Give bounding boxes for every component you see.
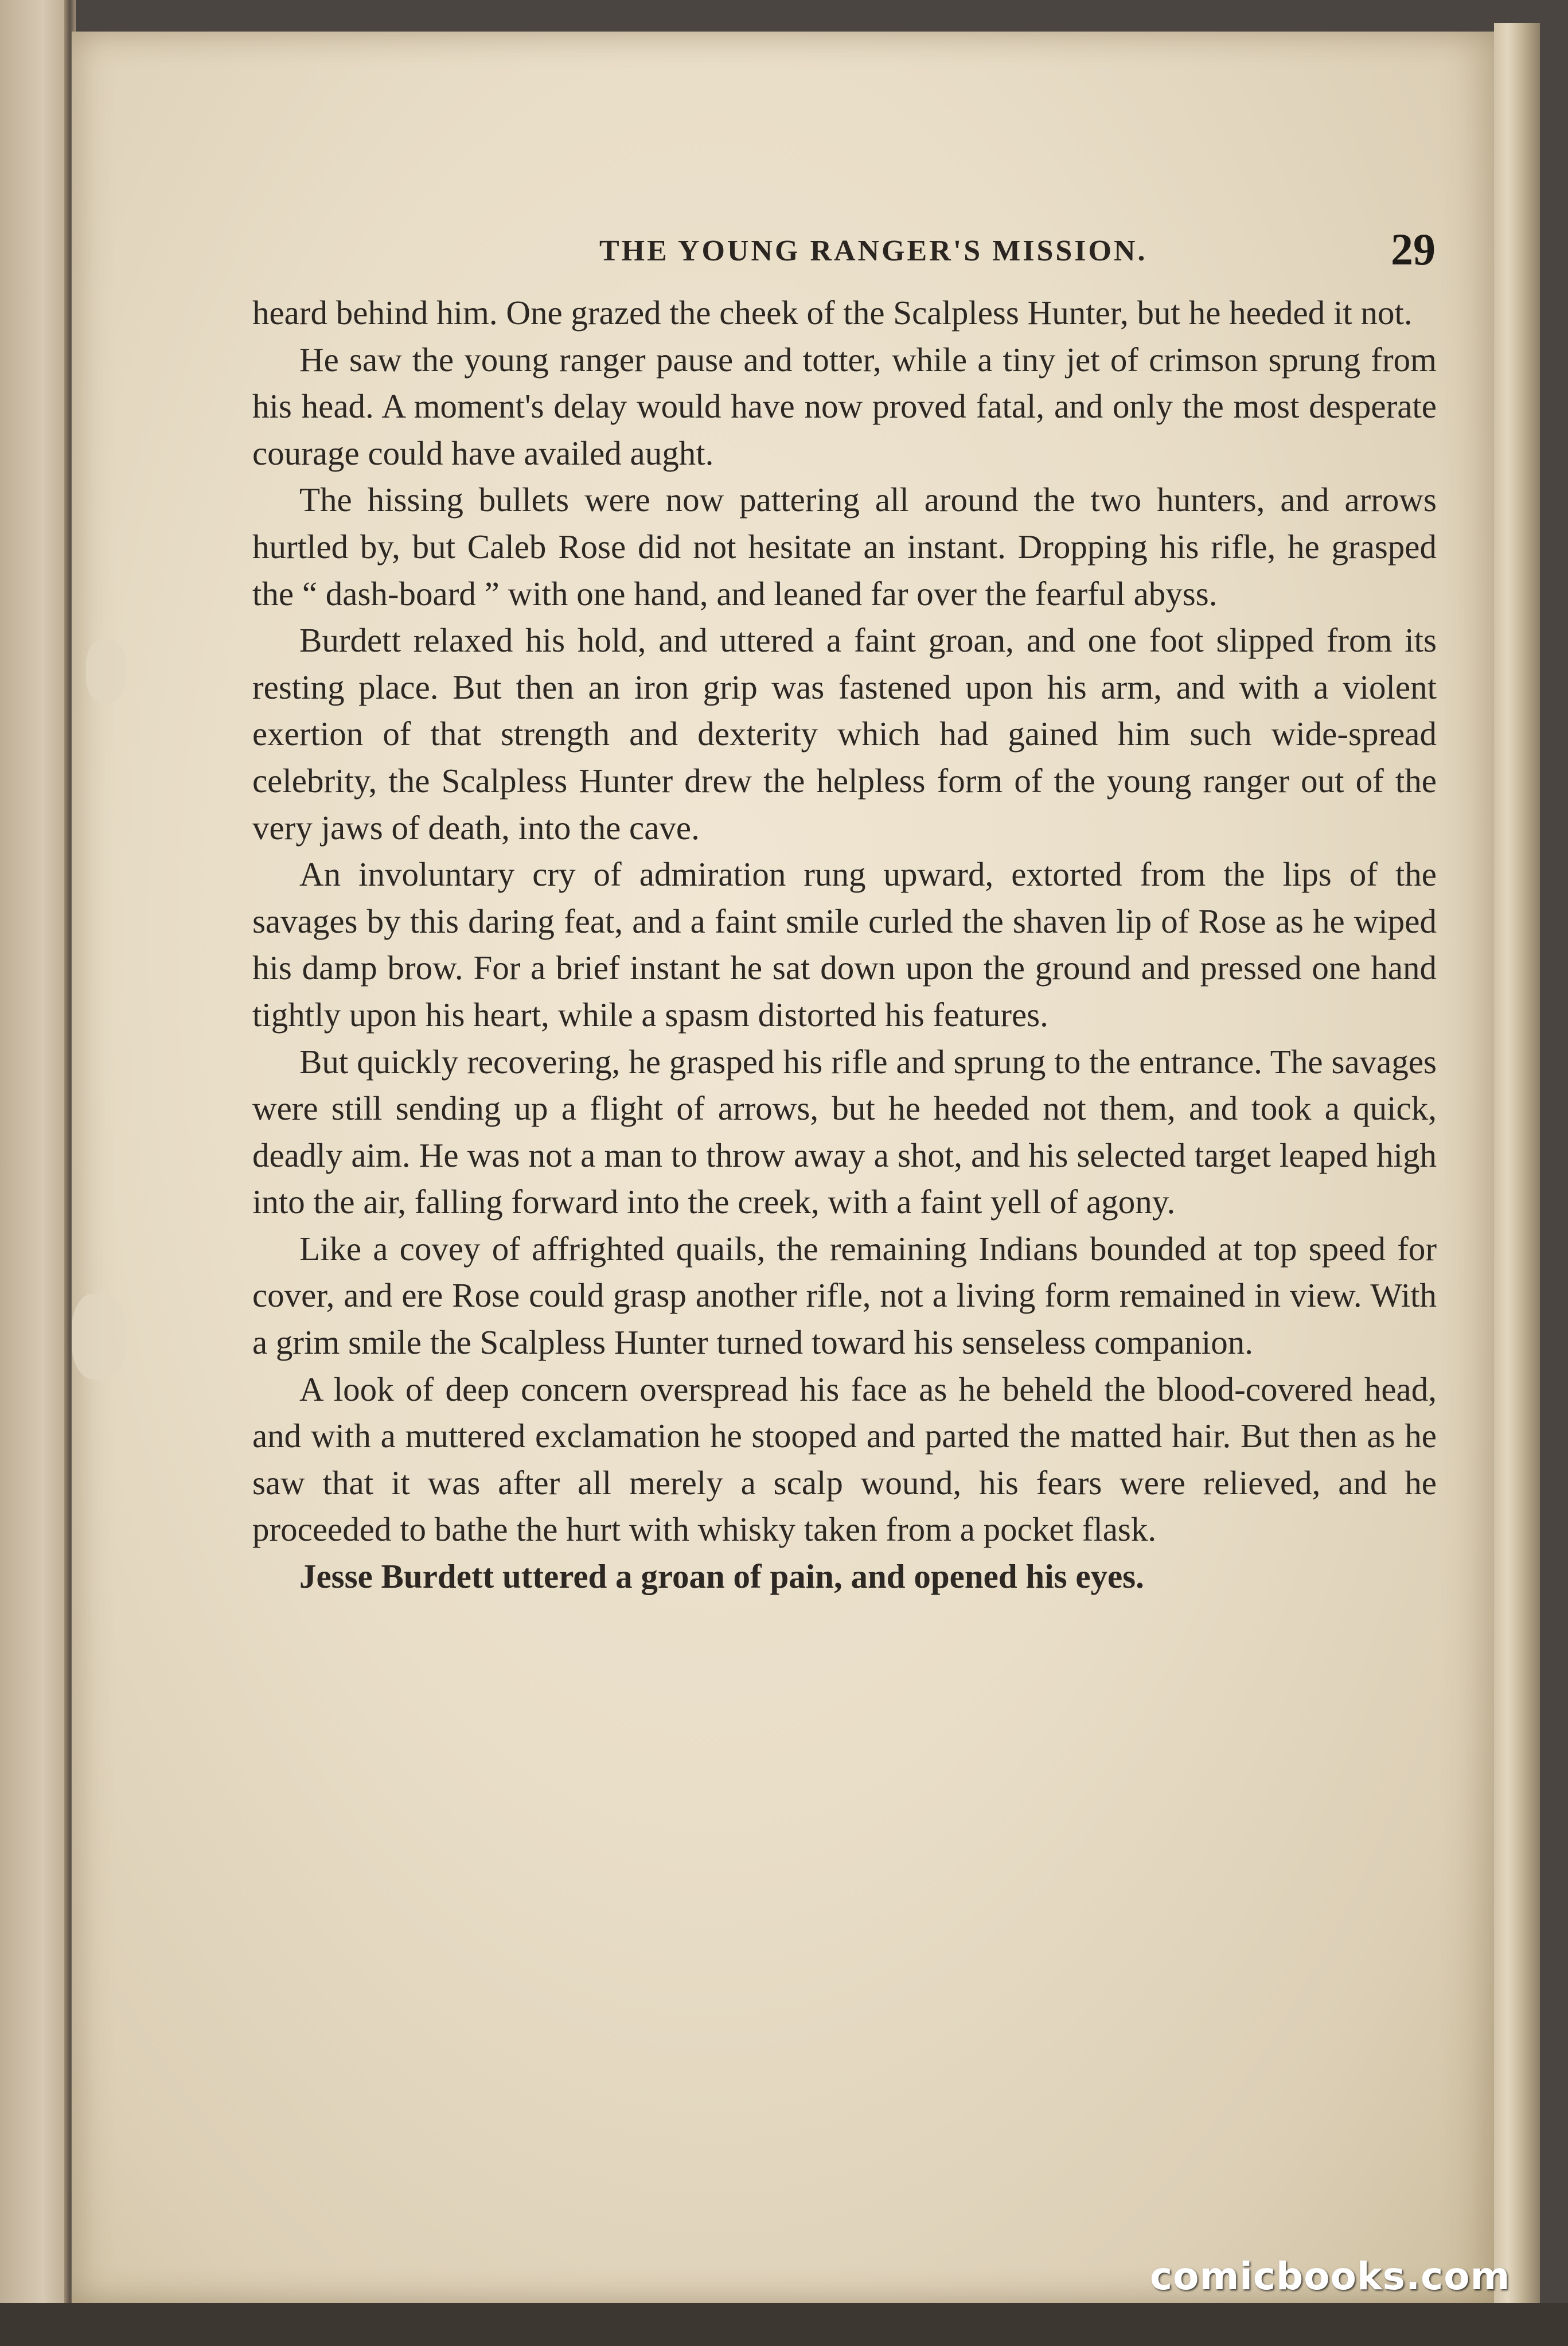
- running-head: THE YOUNG RANGER'S MISSION.: [599, 235, 1148, 267]
- paragraph: The hissing bullets were now pattering all around the two hunters, and arrows hurtled by, but Caleb Rose did not hesitate an instant. Dropping his rifle, he grasped the “ dash-board ” with one hand, and leaned far over the fearful abyss.: [252, 481, 1437, 613]
- left-page: [0, 0, 72, 2346]
- page-header: [72, 201, 1494, 274]
- paragraph: Like a covey of affrighted quails, the remaining Indians bounded at top speed for cover, and ere Rose could grasp another rifle, not a living form remained in view. With a grim smile the Scalpless Hunter turned toward his senseless companion.: [252, 1229, 1437, 1362]
- paragraph: Jesse Burdett uttered a groan of pain, and opened his eyes.: [299, 1557, 1144, 1596]
- paragraph: heard behind him. One grazed the cheek of the Scalpless Hunter, but he heeded it not.: [252, 294, 1413, 332]
- paragraph: A look of deep concern overspread his face as he beheld the blood-covered head, and with a muttered exclamation he stooped and parted the matted hair. But then as he saw that it was after all merely a scalp wound, his fears were relieved, and he proceeded to bathe the hurt with whisky taken from a pocket flask.: [252, 1370, 1437, 1549]
- page-edge: [1494, 23, 1540, 2317]
- paragraph: But quickly recovering, he grasped his rifle and sprung to the entrance. The savages were still sending up a flight of arrows, but he heeded not them, and took a quick, deadly aim. He was not a man to throw away a shot, and his selected target leaped high into the air, falling forward into the creek, with a faint yell of agony.: [252, 1042, 1437, 1221]
- paragraph: He saw the young ranger pause and totter, while a tiny jet of crimson sprung from his head. A moment's delay would have now proved fatal, and only the most desperate courage could have availed aught.: [252, 340, 1437, 472]
- page-number: 29: [1391, 224, 1436, 274]
- body-text: [252, 290, 1437, 1600]
- paragraph: An involuntary cry of admiration rung upward, extorted from the lips of the savages by this daring feat, and a faint smile curled the shaven lip of Rose as he wiped his damp brow. For a brief instant he sat down upon the ground and pressed one hand tightly upon his heart, while a spasm distorted his features.: [252, 855, 1437, 1034]
- page-tear: [86, 640, 126, 703]
- page-tear: [72, 1293, 126, 1379]
- watermark: comicbooks.com: [1150, 2254, 1511, 2298]
- paragraph: Burdett relaxed his hold, and uttered a faint groan, and one foot slipped from its resting place. But then an iron grip was fastened upon his arm, and with a violent exertion of that strength and dexterity which had gained him such wide-spread celebrity, the Scalpless Hunter drew the helpless form of the young ranger out of the very jaws of death, into the cave.: [252, 621, 1437, 847]
- bottom-shadow: [0, 2303, 1568, 2346]
